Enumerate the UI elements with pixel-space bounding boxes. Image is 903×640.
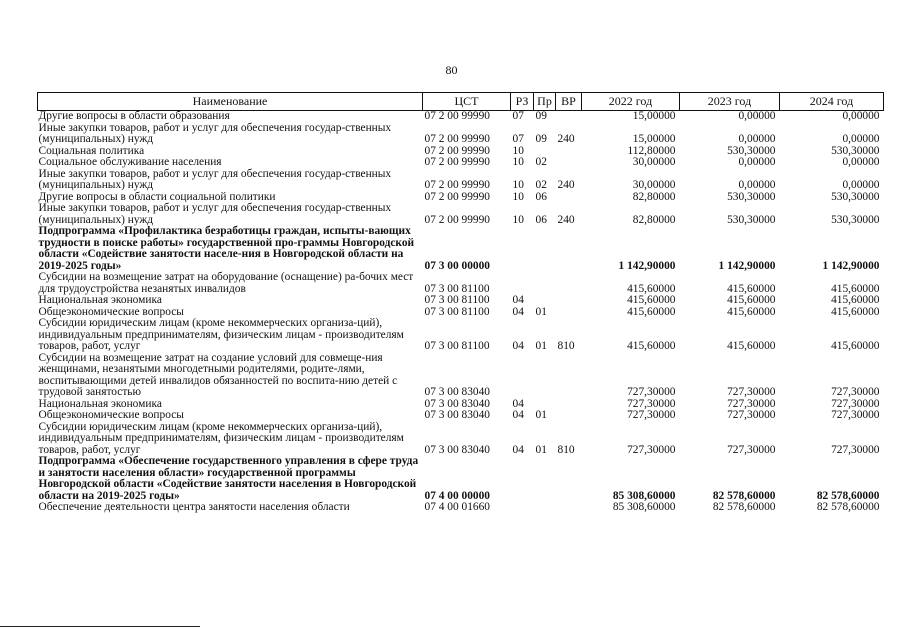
header-pr: Пр: [534, 93, 556, 111]
cell-pr: 01: [535, 443, 547, 456]
cell-value-2023: 415,60000: [727, 340, 776, 352]
cell-value-2023: 727,30000: [727, 409, 776, 421]
table-header-row: [38, 93, 884, 111]
cell-vr: [556, 226, 582, 272]
cell-pr: [534, 353, 556, 399]
cell-value-2023: 415,60000: [727, 294, 776, 306]
cell-vr: [556, 146, 582, 158]
header-vr: ВР: [556, 93, 582, 111]
cell-pr: [534, 456, 556, 502]
cell-value-2023: 415,60000: [727, 305, 776, 318]
cell-value-2023: 415,60000: [727, 282, 776, 295]
cell-rz: 10: [512, 179, 524, 191]
cell-value-2024: 82 578,60000: [816, 489, 880, 502]
table-row: [38, 353, 884, 399]
cell-vr: [556, 399, 582, 411]
cell-vr: [556, 272, 582, 295]
cell-value-2023: 82 578,60000: [712, 501, 776, 513]
cell-rz: [511, 353, 534, 399]
cell-vr: 240: [557, 133, 575, 145]
cell-value-2022: 15,00000: [632, 133, 676, 145]
cell-name: Иные закупки товаров, работ и услуг для обеспечения государ-ственных (муниципальных) нужд: [38, 121, 392, 145]
cell-value-2022: 727,30000: [627, 409, 676, 421]
cell-value-2022: 30,00000: [632, 179, 676, 191]
cell-pr: [534, 226, 556, 272]
cell-value-2023: 1 142,90000: [718, 259, 776, 272]
cell-vr: 810: [557, 340, 575, 352]
cell-cst: 07 2 00 99990: [424, 156, 490, 168]
cell-value-2024: 727,30000: [831, 409, 880, 421]
cell-value-2023: 82 578,60000: [712, 489, 776, 502]
cell-value-2023: 0,00000: [738, 133, 776, 145]
cell-cst: 07 2 00 99990: [424, 110, 490, 122]
cell-value-2023: 0,00000: [738, 156, 776, 168]
cell-cst: 07 3 00 81100: [424, 294, 490, 306]
cell-rz: 04: [512, 409, 524, 421]
cell-name: Подпрограмма «Обеспечение государственного управления в сфере труда и занятости населения области» государственной программы Новгородской области «Содействие занятости населения в Новгородской области на 2019-2025 годы»: [38, 455, 419, 502]
cell-cst: 07 3 00 81100: [424, 340, 490, 352]
cell-vr: [556, 410, 582, 422]
table-row: [38, 422, 884, 457]
cell-cst: 07 3 00 83040: [424, 443, 490, 456]
cell-cst: 07 3 00 00000: [424, 259, 490, 272]
table-row: [38, 502, 884, 514]
cell-rz: 07: [512, 133, 524, 145]
cell-name: Национальная экономика: [38, 397, 162, 410]
cell-rz: 10: [512, 190, 524, 203]
table-row: [38, 272, 884, 295]
cell-value-2023: 530,30000: [727, 190, 776, 203]
cell-name: Субсидии на возмещение затрат на создание условий для совмеще-ния женщинами, незанятыми многодетными родителями, родите-лями, воспитывающими детей инвалидов обязанностей по воспита-нию детей с трудовой занятостью: [38, 351, 398, 398]
cell-value-2024: 530,30000: [831, 144, 880, 157]
cell-vr: [556, 157, 582, 169]
cell-value-2024: 0,00000: [842, 156, 880, 168]
cell-rz: 04: [512, 443, 524, 456]
cell-value-2024: 415,60000: [831, 340, 880, 352]
cell-pr: 09: [535, 133, 547, 145]
cell-rz: 10: [512, 156, 524, 168]
table-row: [38, 169, 884, 192]
cell-value-2024: 0,00000: [842, 179, 880, 191]
cell-cst: 07 3 00 81100: [424, 305, 490, 318]
cell-value-2023: 0,00000: [738, 179, 776, 191]
cell-pr: 06: [535, 190, 547, 203]
cell-vr: [556, 456, 582, 502]
header-cst: ЦСТ: [423, 93, 511, 111]
cell-value-2022: 15,00000: [632, 110, 676, 122]
cell-name: Общеэкономические вопросы: [38, 409, 184, 421]
cell-value-2022: 415,60000: [627, 340, 676, 352]
cell-cst: 07 2 00 99990: [424, 133, 490, 145]
header-rz: РЗ: [511, 93, 534, 111]
cell-name: Подпрограмма «Профилактика безработицы граждан, испыты-вающих трудности в поиске работы» государственной про-граммы Новгородской области «Содействие занятости населе-ния в Новгородской области на 2019-2025 годы»: [38, 225, 415, 272]
cell-cst: 07 4 00 00000: [424, 489, 490, 502]
cell-value-2023: 727,30000: [727, 443, 776, 456]
cell-value-2022: 415,60000: [627, 305, 676, 318]
cell-value-2024: 0,00000: [842, 133, 880, 145]
cell-value-2024: 0,00000: [842, 110, 880, 122]
cell-name: Другие вопросы в области образования: [38, 110, 230, 122]
header-2022: 2022 год: [582, 93, 680, 111]
cell-rz: 04: [512, 305, 524, 318]
cell-vr: [556, 192, 582, 204]
cell-pr: 01: [535, 340, 547, 352]
cell-name: Субсидии юридическим лицам (кроме некоммерческих организа-ций), индивидуальным предпринимателям, физическим лицам - производителям товаров, работ, услуг: [38, 317, 404, 352]
cell-cst: 07 3 00 83040: [424, 409, 490, 421]
cell-value-2024: 415,60000: [831, 305, 880, 318]
cell-pr: 01: [535, 409, 547, 421]
cell-value-2022: 85 308,60000: [612, 501, 676, 513]
table-row: [38, 410, 884, 422]
cell-rz: 04: [512, 340, 524, 352]
cell-pr: [534, 295, 556, 307]
cell-rz: 10: [512, 213, 524, 226]
table-row: [38, 157, 884, 169]
cell-rz: [511, 272, 534, 295]
cell-value-2023: 530,30000: [727, 213, 776, 226]
cell-name: Субсидии юридическим лицам (кроме некоммерческих организа-ций), индивидуальным предпринимателям, физическим лицам - производителям товаров, работ, услуг: [38, 420, 404, 456]
cell-value-2024: 727,30000: [831, 386, 880, 398]
cell-value-2023: 530,30000: [727, 144, 776, 157]
cell-name: Субсидии на возмещение затрат на оборудование (оснащение) ра-бочих мест для трудоустройства незанятых инвалидов: [38, 271, 414, 295]
header-2024: 2024 год: [780, 93, 884, 111]
cell-cst: 07 3 00 83040: [424, 386, 490, 398]
cell-value-2024: 530,30000: [831, 190, 880, 203]
cell-name: Другие вопросы в области социальной политики: [38, 190, 276, 203]
cell-pr: [534, 272, 556, 295]
cell-pr: 06: [535, 213, 547, 226]
cell-rz: 04: [512, 294, 524, 306]
cell-value-2022: 415,60000: [627, 294, 676, 306]
cell-value-2022: 85 308,60000: [612, 489, 676, 502]
cell-cst: 07 3 00 81100: [424, 282, 490, 295]
table-row: [38, 203, 884, 226]
cell-value-2023: 727,30000: [727, 397, 776, 410]
table-row: [38, 226, 884, 272]
cell-vr: [556, 307, 582, 319]
header-2023: 2023 год: [680, 93, 780, 111]
cell-vr: [556, 353, 582, 399]
cell-name: Социальное обслуживание населения: [38, 156, 222, 168]
cell-cst: 07 4 00 01660: [424, 501, 490, 513]
budget-table: [37, 92, 884, 514]
cell-pr: 02: [535, 156, 547, 168]
table-row: [38, 318, 884, 353]
cell-value-2023: 0,00000: [738, 110, 776, 122]
cell-value-2024: 1 142,90000: [822, 259, 880, 272]
cell-cst: 07 2 00 99990: [424, 190, 490, 203]
cell-value-2022: 727,30000: [627, 386, 676, 398]
cell-rz: 07: [512, 110, 524, 122]
cell-value-2024: 415,60000: [831, 294, 880, 306]
table-row: [38, 111, 884, 123]
cell-pr: 09: [535, 110, 547, 122]
cell-rz: [511, 456, 534, 502]
cell-cst: 07 3 00 83040: [424, 397, 490, 410]
cell-vr: 240: [557, 179, 575, 191]
cell-value-2022: 112,80000: [627, 144, 676, 157]
cell-name: Иные закупки товаров, работ и услуг для обеспечения государ-ственных (муниципальных) нужд: [38, 167, 392, 191]
cell-cst: 07 2 00 99990: [424, 179, 490, 191]
table-row: [38, 295, 884, 307]
cell-rz: 04: [512, 397, 524, 410]
cell-name: Национальная экономика: [38, 294, 162, 306]
table-row: [38, 123, 884, 146]
cell-vr: [556, 502, 582, 514]
cell-pr: [534, 502, 556, 514]
cell-vr: [556, 295, 582, 307]
cell-name: Социальная политика: [38, 144, 145, 157]
cell-vr: 240: [557, 213, 575, 226]
cell-pr: 02: [535, 179, 547, 191]
header-name: Наименование: [38, 93, 423, 111]
cell-pr: 01: [535, 305, 547, 318]
cell-value-2022: 727,30000: [627, 397, 676, 410]
cell-value-2023: 727,30000: [727, 386, 776, 398]
cell-value-2024: 727,30000: [831, 443, 880, 456]
cell-vr: 810: [557, 443, 575, 456]
table-row: [38, 456, 884, 502]
cell-value-2022: 82,80000: [632, 190, 676, 203]
page-number: 80: [445, 63, 458, 77]
cell-value-2022: 30,00000: [632, 156, 676, 168]
cell-rz: [511, 502, 534, 514]
cell-vr: [556, 111, 582, 123]
cell-value-2024: 530,30000: [831, 213, 880, 226]
cell-cst: 07 2 00 99990: [424, 144, 490, 157]
cell-rz: 10: [512, 144, 524, 157]
cell-name: Иные закупки товаров, работ и услуг для обеспечения государ-ственных (муниципальных) нужд: [38, 202, 392, 226]
cell-value-2022: 415,60000: [627, 282, 676, 295]
cell-name: Обеспечение деятельности центра занятости населения области: [38, 501, 350, 513]
cell-value-2022: 82,80000: [632, 213, 676, 226]
cell-value-2022: 727,30000: [627, 443, 676, 456]
cell-value-2024: 727,30000: [831, 397, 880, 410]
cell-value-2022: 1 142,90000: [618, 259, 676, 272]
cell-cst: 07 2 00 99990: [424, 213, 490, 226]
cell-value-2024: 415,60000: [831, 282, 880, 295]
cell-value-2024: 82 578,60000: [816, 501, 880, 513]
cell-name: Общеэкономические вопросы: [38, 305, 184, 318]
table-body: [38, 111, 884, 514]
cell-rz: [511, 226, 534, 272]
footer-divider: [0, 626, 200, 627]
